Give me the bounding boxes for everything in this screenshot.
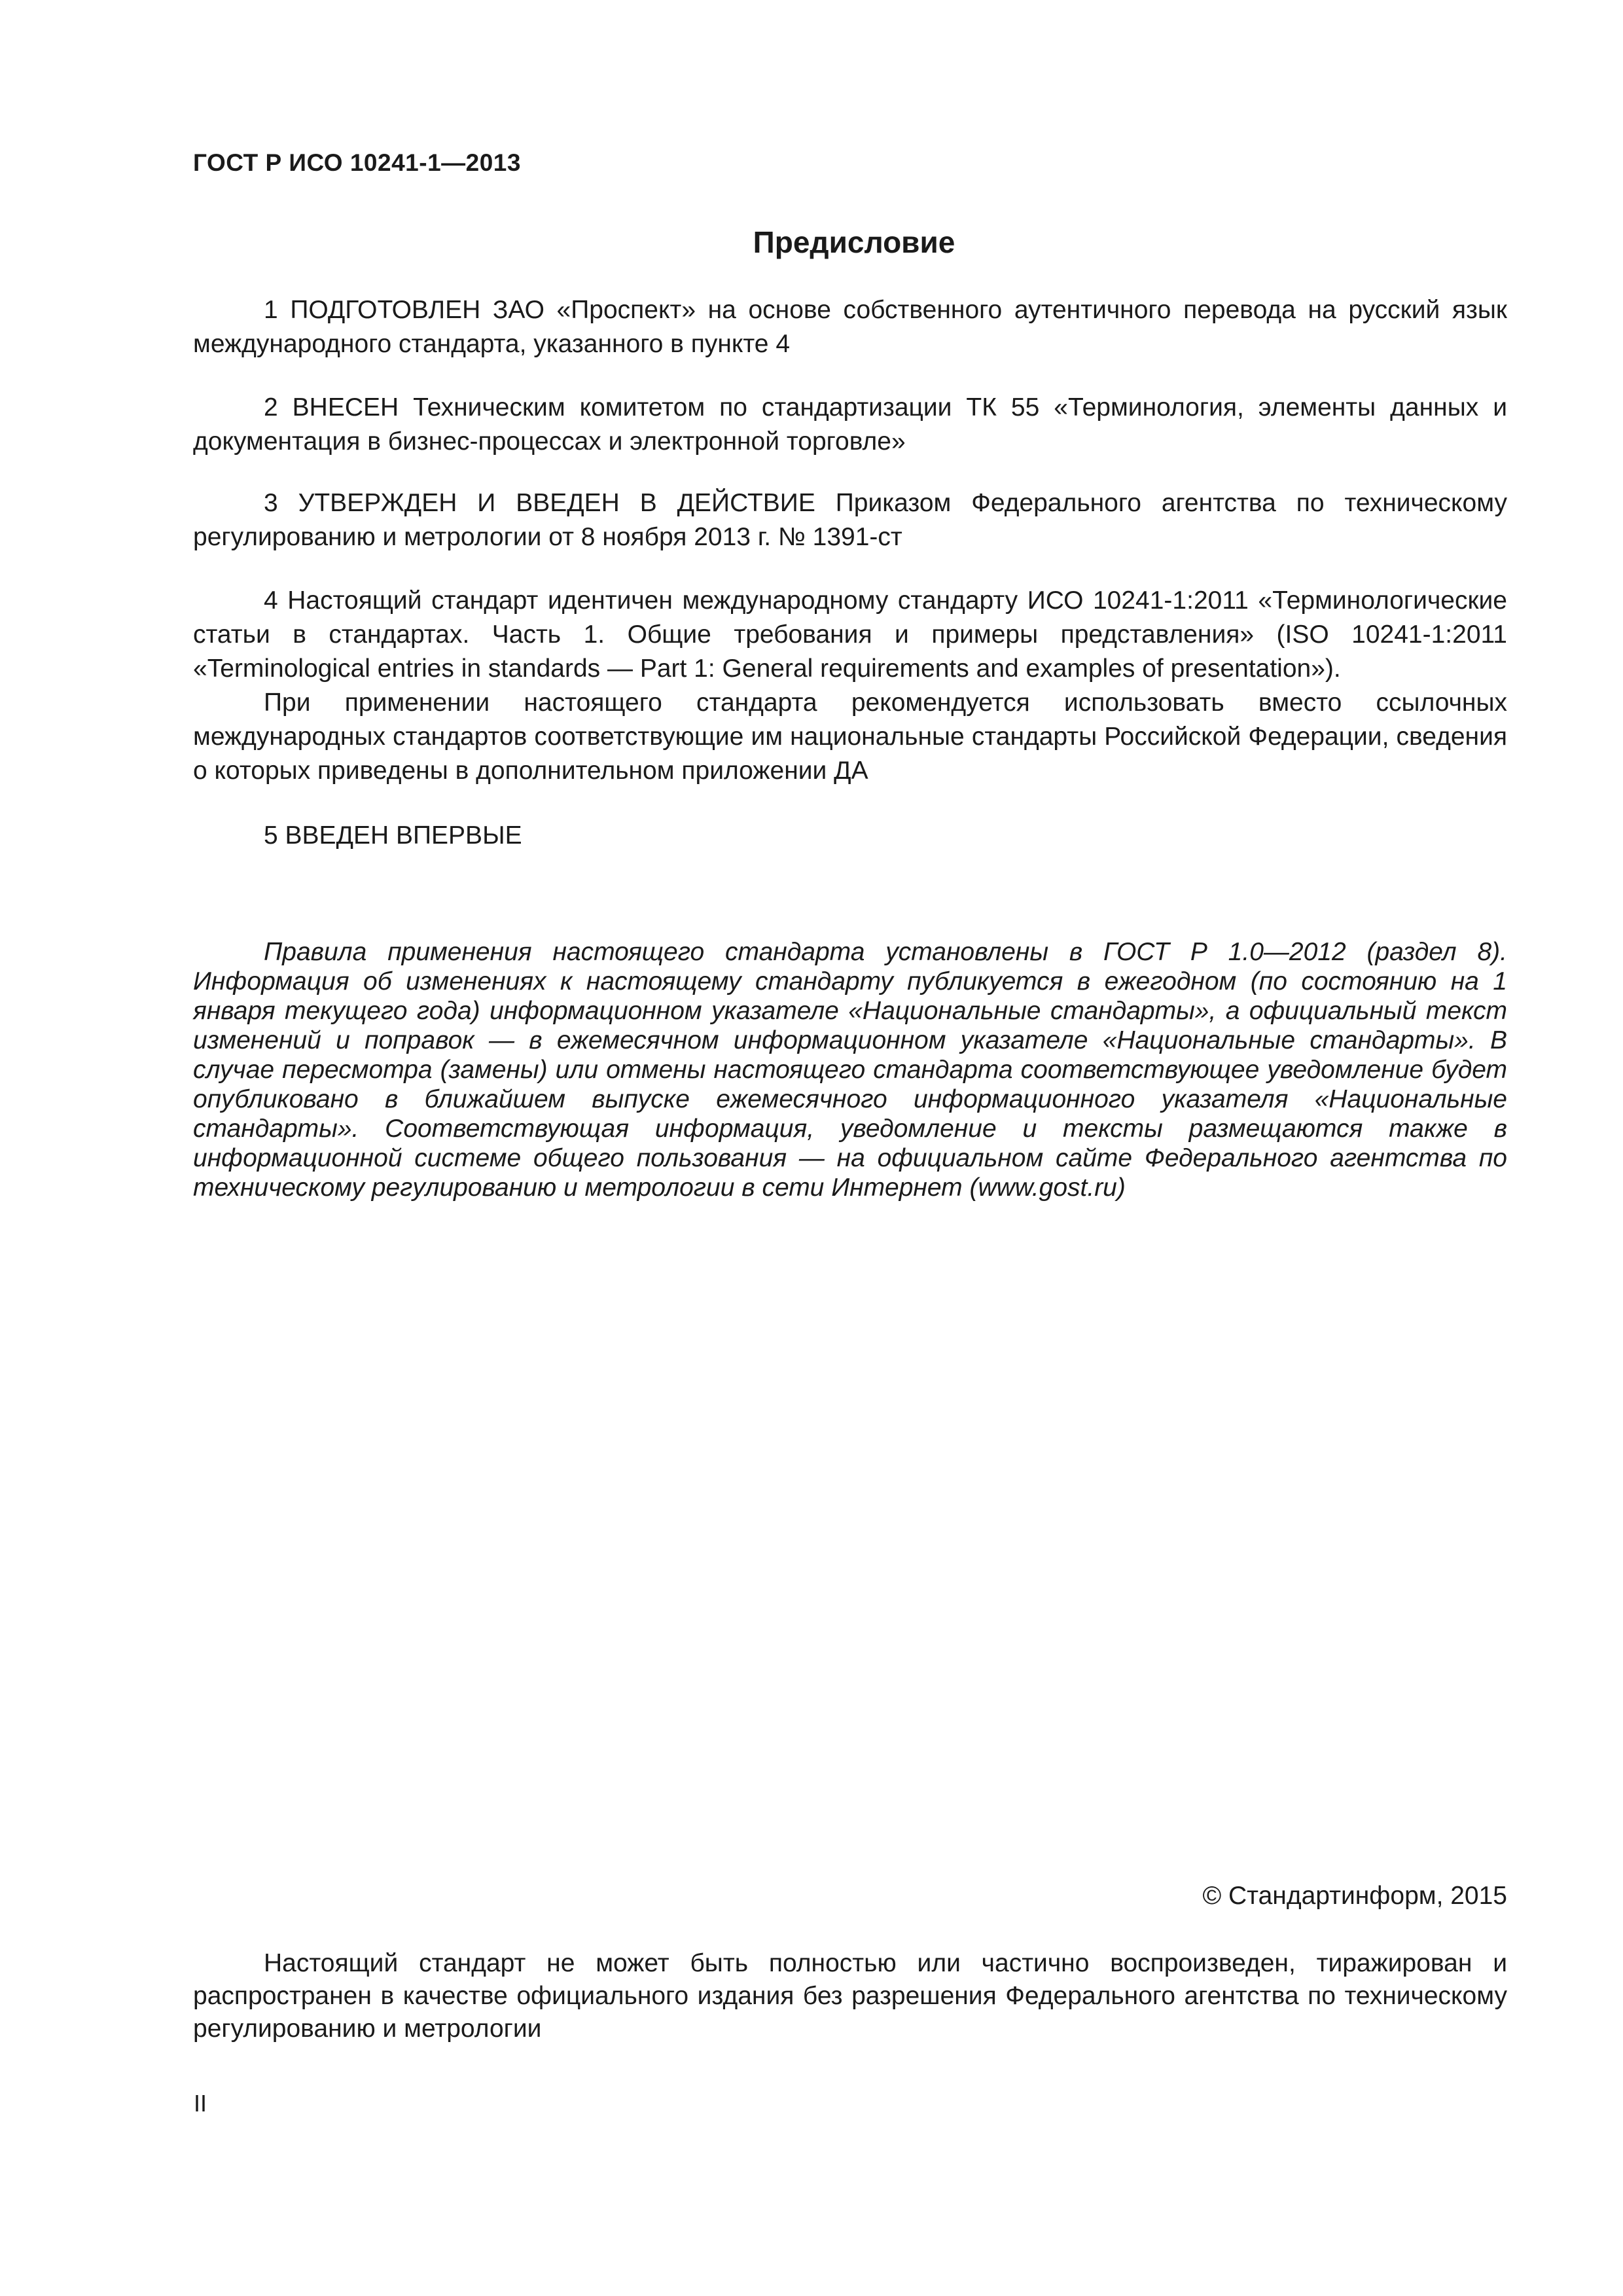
reproduction-rights-text: Настоящий стандарт не может быть полностью или частично воспроизведен, тиражирован и распространен в качестве официального издания без разрешения Федерального агентства по техническому регулированию и метрологии bbox=[193, 1949, 1507, 2043]
foreword-item-5 bbox=[193, 819, 1507, 853]
foreword-item-text: 5 ВВЕДЕН ВПЕРВЫЕ bbox=[264, 821, 522, 850]
foreword-item-text: 2 ВНЕСЕН Техническим комитетом по стандартизации ТК 55 «Терминология, элементы данных и документация в бизнес-процессах и электронной торговле» bbox=[193, 393, 1507, 456]
document-code-header: ГОСТ Р ИСО 10241-1—2013 bbox=[193, 149, 521, 176]
page-title: Предисловие bbox=[753, 225, 955, 259]
foreword-item-3 bbox=[193, 486, 1507, 554]
copyright-line: © Стандартинформ, 2015 bbox=[1202, 1882, 1507, 1910]
foreword-item-text: 4 Настоящий стандарт идентичен международному стандарту ИСО 10241-1:2011 «Терминологические статьи в стандартах. Часть 1. Общие требования и примеры представления» (ISO 10241-1:2011 «Terminological entries in standards — Part 1: General requirements and examples of presentation»). bbox=[193, 586, 1507, 683]
reproduction-rights bbox=[193, 1947, 1507, 2045]
foreword-item-text: 1 ПОДГОТОВЛЕН ЗАО «Проспект» на основе собственного аутентичного перевода на русский язык международного стандарта, указанного в пункте 4 bbox=[193, 296, 1507, 358]
page-number: II bbox=[194, 2090, 207, 2117]
foreword-item-note: При применении настоящего стандарта рекомендуется использовать вместо ссылочных международных стандартов соответствующие им национальные стандарты Российской Федерации, сведения о которых приведены в дополнительном приложении ДА bbox=[193, 689, 1507, 785]
foreword-item-4 bbox=[193, 584, 1507, 788]
foreword-item-1 bbox=[193, 293, 1507, 361]
usage-rules-notice bbox=[193, 937, 1507, 1202]
foreword-item-2 bbox=[193, 391, 1507, 459]
usage-rules-text: Правила применения настоящего стандарта установлены в ГОСТ Р 1.0—2012 (раздел 8). Информация об изменениях к настоящему стандарту публикуется в ежегодном (по состоянию на 1 января текущего года) информационном указателе «Национальные стандарты», а официальный текст изменений и поправок — в ежемесячном информационном указателе «Национальные стандарты». В случае пересмотра (замены) или отмены настоящего стандарта соответствующее уведомление будет опубликовано в ближайшем выпуске ежемесячного информационного указателя «Национальные стандарты». Соответствующая информация, уведомление и тексты размещаются также в информационной системе общего пользования — на официальном сайте Федерального агентства по техническому регулированию и метрологии в сети Интернет (www.gost.ru) bbox=[193, 938, 1507, 1202]
foreword-item-text: 3 УТВЕРЖДЕН И ВВЕДЕН В ДЕЙСТВИЕ Приказом Федерального агентства по техническому регулированию и метрологии от 8 ноября 2013 г. № 1391-ст bbox=[193, 489, 1507, 551]
